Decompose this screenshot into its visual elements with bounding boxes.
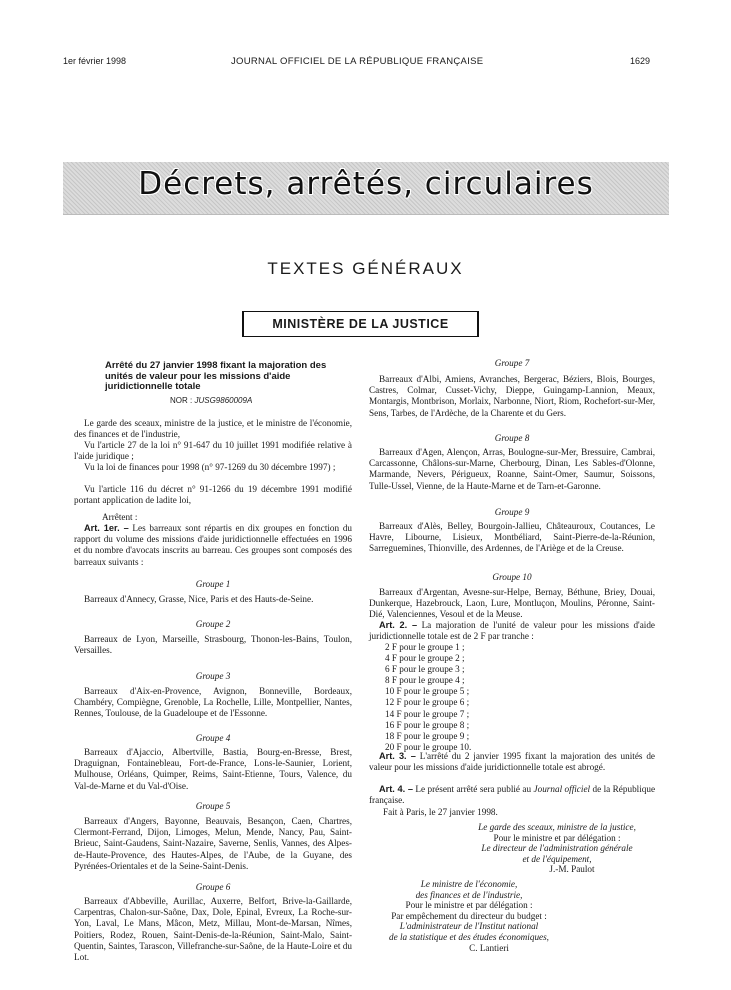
group-4-text: Barreaux d'Ajaccio, Albertville, Bastia, Bourg-en-Bresse, Brest, Draguignan, Fontainebleau, Fort-de-France, Lons-le-Saunier, Lorient, Mulhouse, Orléans, Quimper, Reims, Saint-Etienne, Tours, Valence, du Val-de-Marne et du Val-d'Oise. [74, 747, 352, 791]
sig2-line3: Pour le ministre et par délégation : [405, 900, 533, 911]
group-8-heading: Groupe 8 [494, 433, 530, 443]
tranche-list [385, 642, 471, 753]
group-7-heading: Groupe 7 [494, 358, 530, 368]
sig1-line2: Pour le ministre et par délégation : [493, 832, 621, 843]
article-2 [369, 620, 655, 642]
sig1-name: J.-M. Paulot [549, 864, 595, 875]
sig2-name: C. Lantieri [469, 942, 509, 953]
group-4-heading: Groupe 4 [195, 733, 231, 743]
group-8-text: Barreaux d'Agen, Alençon, Arras, Boulogne-sur-Mer, Bressuire, Cambrai, Carcassonne, Châlons-sur-Marne, Cherbourg, Dinan, Les Sables-d'Olonne, Marmande, Nevers, Périgueux, Roanne, Saint-Omer, Saumur, Soissons, Tulle-Ussel, Vienne, de la Haute-Marne et de Tarn-et-Garonne. [369, 447, 655, 491]
group-2-heading: Groupe 2 [195, 619, 231, 629]
sig1-line1: Le garde des sceaux, ministre de la justice, [478, 822, 636, 832]
banner-title: Décrets, arrêtés, circulaires [138, 166, 594, 202]
tranche-item: 6 F pour le groupe 3 ; [385, 664, 465, 675]
tranche-item: 8 F pour le groupe 4 ; [385, 675, 465, 686]
header-date: 1er février 1998 [63, 56, 127, 66]
sig2-line4: Par empêchement du directeur du budget : [391, 910, 547, 921]
done-at: Fait à Paris, le 27 janvier 1998. [383, 807, 498, 817]
group-3-text: Barreaux d'Aix-en-Provence, Avignon, Bonneville, Bordeaux, Chambéry, Compiègne, Grenoble, La Rochelle, Lille, Montpellier, Nantes, Rennes, Toulouse, de la Guadeloupe et de l'Essonne. [74, 686, 352, 719]
sig2-line1: Le ministre de l'économie, [420, 879, 518, 889]
article-3 [369, 751, 655, 773]
signature-economie [369, 879, 569, 953]
nor-reference [170, 396, 252, 405]
preamble-1: Le garde des sceaux, ministre de la justice, et le ministre de l'économie, des finances et de l'industrie, [74, 418, 352, 440]
group-1-heading: Groupe 1 [195, 579, 231, 589]
article-2-label: Art. 2. – [379, 620, 418, 630]
preamble-4: Vu l'article 116 du décret n° 91-1266 du 19 décembre 1991 modifié portant application de ladite loi, [74, 484, 352, 506]
group-9-heading: Groupe 9 [494, 507, 530, 517]
group-10-heading: Groupe 10 [492, 572, 532, 582]
sig1-line3: Le directeur de l'administration générale [481, 843, 633, 854]
preamble-2: Vu l'article 27 de la loi n° 91-647 du 10 juillet 1991 modifiée relative à l'aide juridique ; [74, 440, 352, 462]
tranche-item: 14 F pour le groupe 7 ; [385, 708, 470, 719]
group-6-heading: Groupe 6 [195, 882, 231, 892]
section-title: TEXTES GÉNÉRAUX [267, 259, 464, 278]
ministry-box: MINISTÈRE DE LA JUSTICE [242, 311, 479, 337]
article-4-text-a: Le présent arrêté sera publié au [415, 784, 532, 794]
signature-justice [452, 822, 662, 875]
group-2-text: Barreaux de Lyon, Marseille, Strasbourg, Thonon-les-Bains, Toulon, Versailles. [74, 634, 352, 656]
group-9-text: Barreaux d'Alès, Belley, Bourgoin-Jallieu, Châteauroux, Coutances, Le Havre, Libourne, Lisieux, Montbéliard, Saint-Pierre-de-la-Réunion, Sarreguemines, Thionville, des Ardennes, de l'Ariège et de la Creuse. [369, 521, 655, 554]
preamble-3: Vu la loi de finances pour 1998 (n° 97-1269 du 30 décembre 1997) ; [84, 462, 336, 472]
sig2-line5: L'administrateur de l'Institut national [399, 921, 539, 932]
article-4-text-b: de la République française. [369, 784, 656, 806]
article-3-label: Art. 3. – [379, 751, 416, 761]
arrete-title: Arrêté du 27 janvier 1998 fixant la majoration des unités de valeur pour les missions d'aide juridictionnelle totale [105, 360, 327, 392]
group-1-text: Barreaux d'Annecy, Grasse, Nice, Paris et des Hauts-de-Seine. [84, 594, 314, 604]
section-banner [63, 162, 669, 215]
group-10-text: Barreaux d'Argentan, Avesne-sur-Helpe, Bernay, Béthune, Briey, Douai, Dunkerque, Hazebrouck, Laon, Lure, Montluçon, Moulins, Péronne, Saint-Dié, Valenciennes, Vesoul et de la Meuse. [369, 587, 655, 620]
group-5-text: Barreaux d'Angers, Bayonne, Beauvais, Besançon, Caen, Chartres, Clermont-Ferrand, Dijon, Limoges, Melun, Mende, Nancy, Pau, Saint-Brieuc, Saint-Gaudens, Saint-Nazaire, Saverne, Senlis, Vannes, des Alpes-de-Haute-Provence, des Hautes-Alpes, de l'Aube, de la Guyane, des Pyrénées-Orientales et de la Seine-Saint-Denis. [74, 816, 352, 871]
sig2-line2: des finances et de l'industrie, [415, 889, 523, 900]
article-2-text: La majoration de l'unité de valeur pour les missions d'aide juridictionnelle totale est de 2 F par tranche : [369, 620, 656, 642]
group-7-text: Barreaux d'Albi, Amiens, Avranches, Bergerac, Béziers, Blois, Bourges, Castres, Colmar, Cusset-Vichy, Dieppe, Guingamp-Lannion, Meaux, Montargis, Montbrison, Morlaix, Narbonne, Niort, Riom, Rochefort-sur-Mer, Sens, Tarbes, de l'Ardèche, de la Charente et du Gers. [369, 374, 655, 418]
article-4-journal: Journal officiel [533, 784, 591, 794]
article-4 [369, 784, 655, 806]
tranche-item: 2 F pour le groupe 1 ; [385, 642, 465, 652]
tranche-item: 16 F pour le groupe 8 ; [385, 719, 470, 730]
nor-value: JUSG9860009A [194, 396, 253, 405]
tranche-item: 18 F pour le groupe 9 ; [385, 730, 470, 741]
tranche-item: 4 F pour le groupe 2 ; [385, 653, 465, 664]
tranche-item: 10 F pour le groupe 5 ; [385, 686, 470, 697]
tranche-item: 12 F pour le groupe 6 ; [385, 697, 470, 708]
article-3-text: L'arrêté du 2 janvier 1995 fixant la majoration des unités de valeur pour les missions d'aide juridictionnelle totale est abrogé. [369, 751, 656, 773]
group-5-heading: Groupe 5 [195, 801, 231, 811]
article-1 [74, 523, 352, 568]
article-4-label: Art. 4. – [379, 784, 413, 794]
article-1-label: Art. 1er. – [84, 523, 129, 533]
article-1-text: Les barreaux sont répartis en dix groupes en fonction du rapport du volume des missions d'aide juridictionnelle effectuées en 1996 et du nombre d'avocats inscrits au barreau. Ces groupes sont composés des barreaux suivants : [74, 523, 353, 567]
arretent: Arrêtent : [102, 512, 138, 522]
sig1-line4: et de l'équipement, [522, 853, 592, 864]
nor-label: NOR : [170, 396, 193, 405]
page-number: 1629 [630, 56, 651, 66]
group-6-text: Barreaux d'Abbeville, Aurillac, Auxerre, Belfort, Brive-la-Gaillarde, Carpentras, Chalon-sur-Saône, Dax, Dole, Epinal, Evreux, La Roche-sur-Yon, Laval, Le Mans, Mâcon, Metz, Millau, Mont-de-Marsan, Nîmes, Poitiers, Rodez, Rouen, Saint-Denis-de-la-Réunion, Saint-Malo, Saint-Quentin, Saintes, Tarascon, Villefranche-sur-Saône, de la Haute-Loire et du Lot. [74, 896, 352, 963]
sig2-line6: de la statistique et des études économiques, [389, 931, 549, 942]
tranche-item: 20 F pour le groupe 10. [385, 741, 472, 752]
group-3-heading: Groupe 3 [195, 671, 231, 681]
journal-title: JOURNAL OFFICIEL DE LA RÉPUBLIQUE FRANÇAISE [231, 56, 484, 67]
